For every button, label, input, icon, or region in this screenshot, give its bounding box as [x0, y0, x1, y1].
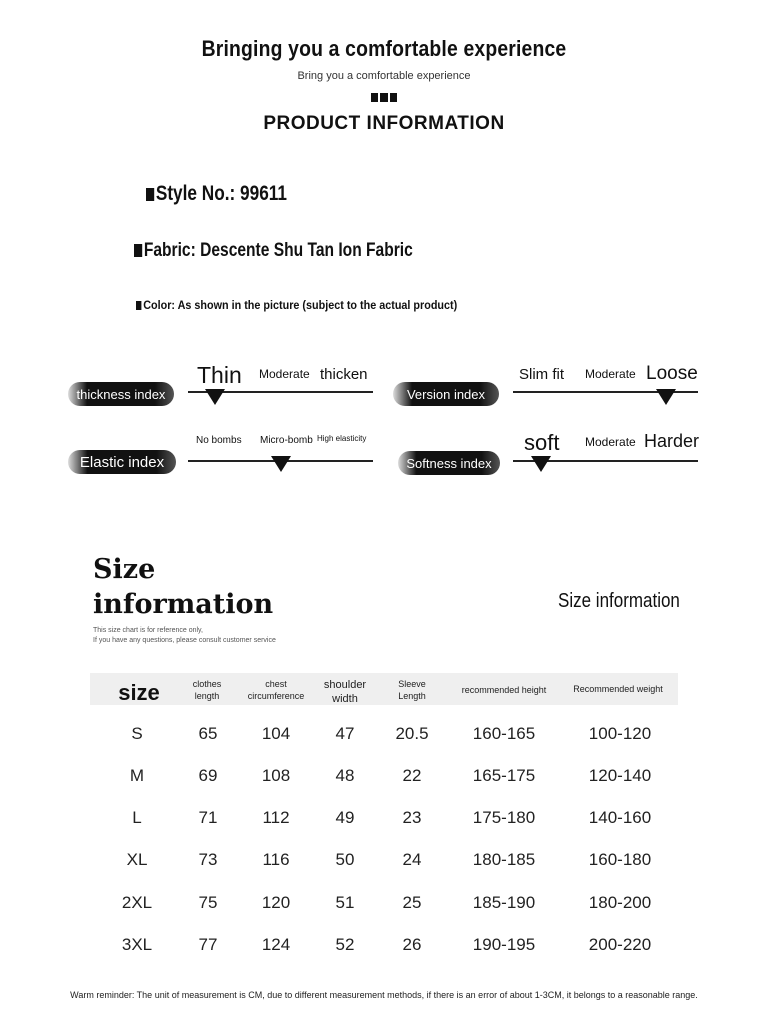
cell-shoulder: 48: [335, 766, 355, 785]
version-option-moderate: Moderate: [585, 367, 636, 381]
cell-sleeve: 25: [402, 893, 422, 912]
softness-selected-marker: [531, 456, 551, 472]
size-title-line1: Size: [93, 554, 156, 585]
cell-size: S: [131, 724, 143, 743]
bullet-icon: [146, 188, 154, 201]
fabric-info: [134, 240, 413, 262]
cell-chest: 112: [262, 808, 290, 827]
cell-height: 180-185: [472, 850, 536, 869]
elastic-selected-marker: [271, 456, 291, 472]
cell-height: 165-175: [472, 766, 536, 785]
cell-weight: 140-160: [588, 808, 652, 827]
cell-length: 75: [198, 893, 218, 912]
cell-length: 71: [198, 808, 218, 827]
table-header-shoulder: shoulder width: [323, 679, 367, 705]
cell-shoulder: 51: [335, 893, 355, 912]
style-number: [146, 182, 287, 206]
table-header-clothes-length: clothes length: [192, 679, 222, 701]
section-heading: PRODUCT INFORMATION: [263, 113, 505, 134]
cell-weight: 120-140: [588, 766, 652, 785]
thickness-index-label: thickness index: [68, 382, 174, 406]
size-chart-note: [93, 626, 276, 646]
cell-chest: 108: [261, 766, 291, 785]
cell-chest: 124: [261, 935, 291, 954]
version-selected-marker: [656, 389, 676, 405]
color-info: [136, 298, 457, 312]
size-note-line1: This size chart is for reference only,: [93, 627, 203, 634]
cell-weight: 180-200: [588, 893, 652, 912]
elastic-option-no-bombs: No bombs: [196, 435, 242, 446]
decorative-squares: [371, 93, 397, 102]
cell-size: XL: [126, 850, 148, 869]
warm-reminder: Warm reminder: The unit of measurement is CM, due to different measurement methods, if there is an error of about 1-3CM, it belongs to a reasonable range.: [70, 990, 698, 1000]
elastic-index-label: Elastic index: [68, 450, 176, 474]
cell-height: 175-180: [472, 808, 536, 827]
table-header-height: recommended height: [461, 685, 547, 695]
version-option-slim-fit: Slim fit: [519, 366, 564, 383]
softness-option-moderate: Moderate: [585, 435, 636, 449]
table-header-chest: chest circumference: [247, 679, 305, 701]
thickness-option-moderate: Moderate: [259, 367, 310, 381]
cell-sleeve: 20.5: [395, 724, 429, 743]
table-header-weight: Recommended weight: [573, 684, 663, 694]
cell-size: 3XL: [121, 935, 153, 954]
style-number-text: Style No.: 99611: [155, 182, 287, 205]
thickness-option-thin: Thin: [197, 362, 242, 388]
cell-length: 73: [198, 850, 218, 869]
cell-shoulder: 50: [335, 850, 355, 869]
elastic-option-high-elasticity: High elasticity: [317, 434, 367, 443]
page-title: Bringing you a comfortable experience: [201, 36, 567, 61]
table-header-size: size: [118, 680, 160, 705]
cell-sleeve: 26: [402, 935, 422, 954]
softness-option-harder: Harder: [644, 431, 700, 451]
cell-length: 69: [198, 766, 218, 785]
fabric-info-text: Fabric: Descente Shu Tan Ion Fabric: [143, 240, 413, 261]
cell-weight: 100-120: [588, 724, 652, 743]
cell-shoulder: 49: [335, 808, 355, 827]
cell-sleeve: 23: [402, 808, 422, 827]
size-title-line2: information: [93, 589, 274, 620]
cell-weight: 200-220: [588, 935, 652, 954]
cell-sleeve: 22: [402, 766, 422, 785]
cell-height: 190-195: [472, 935, 536, 954]
table-header-sleeve: Sleeve Length: [398, 679, 426, 701]
elastic-option-micro-bomb: Micro-bomb: [260, 435, 313, 446]
cell-length: 65: [198, 724, 218, 743]
cell-size: M: [129, 766, 145, 785]
cell-chest: 120: [261, 893, 291, 912]
cell-shoulder: 47: [335, 724, 355, 743]
cell-length: 77: [198, 935, 218, 954]
thickness-option-thicken: thicken: [320, 366, 368, 383]
cell-height: 185-190: [472, 893, 536, 912]
cell-weight: 160-180: [588, 850, 652, 869]
cell-chest: 104: [261, 724, 291, 743]
cell-height: 160-165: [472, 724, 536, 743]
bullet-icon: [134, 244, 142, 257]
color-info-text: Color: As shown in the picture (subject to the actual product): [143, 298, 458, 312]
softness-option-soft: soft: [524, 430, 560, 455]
softness-index-label: Softness index: [398, 451, 500, 475]
size-information-label: Size information: [558, 590, 680, 612]
page-subtitle: Bring you a comfortable experience: [297, 70, 471, 82]
bullet-icon: [136, 301, 141, 310]
size-note-line2: If you have any questions, please consult customer service: [93, 637, 276, 644]
version-option-loose: Loose: [646, 363, 698, 384]
cell-size: L: [132, 808, 142, 827]
cell-chest: 116: [262, 850, 290, 869]
thickness-selected-marker: [205, 389, 225, 405]
size-information-title: [93, 552, 273, 622]
version-index-label: Version index: [393, 382, 499, 406]
cell-shoulder: 52: [335, 935, 355, 954]
cell-sleeve: 24: [402, 850, 422, 869]
cell-size: 2XL: [121, 893, 153, 912]
